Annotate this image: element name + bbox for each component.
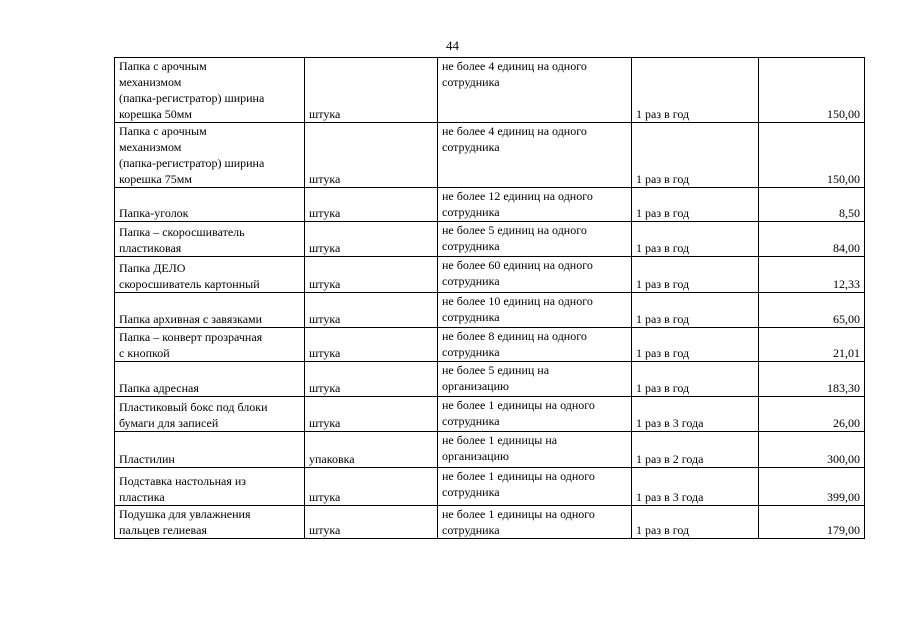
item-name-cell: Пластиковый бокс под блоки бумаги для записей [115, 397, 305, 432]
table-row [115, 123, 865, 188]
unit-cell: штука [305, 293, 438, 328]
period-cell: 1 раз в год [632, 222, 759, 257]
norm-cell: не более 4 единиц на одного сотрудника [438, 58, 632, 123]
period-cell: 1 раз в год [632, 188, 759, 222]
supplies-table [114, 57, 865, 539]
price-cell: 84,00 [759, 222, 865, 257]
period-cell: 1 раз в год [632, 257, 759, 293]
period-cell: 1 раз в год [632, 123, 759, 188]
price-cell: 65,00 [759, 293, 865, 328]
price-cell: 12,33 [759, 257, 865, 293]
price-cell: 183,30 [759, 362, 865, 397]
item-name-cell: Папка – конверт прозрачная с кнопкой [115, 328, 305, 362]
period-cell: 1 раз в год [632, 293, 759, 328]
norm-cell: не более 60 единиц на одного сотрудника [438, 257, 632, 293]
price-cell: 300,00 [759, 432, 865, 468]
unit-cell: штука [305, 362, 438, 397]
price-cell: 179,00 [759, 506, 865, 539]
unit-cell: штука [305, 468, 438, 506]
item-name-cell: Подушка для увлажнения пальцев гелиевая [115, 506, 305, 539]
item-name-cell: Папка с арочным механизмом (папка-регистратор) ширина корешка 50мм [115, 58, 305, 123]
table-row [115, 397, 865, 432]
norm-cell: не более 1 единицы на организацию [438, 432, 632, 468]
unit-cell: штука [305, 257, 438, 293]
norm-cell: не более 12 единиц на одного сотрудника [438, 188, 632, 222]
price-cell: 150,00 [759, 123, 865, 188]
table-row [115, 506, 865, 539]
table-row [115, 257, 865, 293]
table-row [115, 293, 865, 328]
norm-cell: не более 10 единиц на одного сотрудника [438, 293, 632, 328]
period-cell: 1 раз в год [632, 58, 759, 123]
table-row [115, 362, 865, 397]
table-row [115, 328, 865, 362]
item-name-cell: Папка с арочным механизмом (папка-регистратор) ширина корешка 75мм [115, 123, 305, 188]
supplies-table-body [115, 58, 865, 539]
norm-cell: не более 1 единицы на одного сотрудника [438, 506, 632, 539]
norm-cell: не более 1 единицы на одного сотрудника [438, 397, 632, 432]
price-cell: 399,00 [759, 468, 865, 506]
period-cell: 1 раз в год [632, 362, 759, 397]
item-name-cell: Папка ДЕЛО скоросшиватель картонный [115, 257, 305, 293]
norm-cell: не более 5 единиц на организацию [438, 362, 632, 397]
table-row [115, 58, 865, 123]
period-cell: 1 раз в 2 года [632, 432, 759, 468]
norm-cell: не более 5 единиц на одного сотрудника [438, 222, 632, 257]
item-name-cell: Папка адресная [115, 362, 305, 397]
unit-cell: штука [305, 123, 438, 188]
table-row [115, 432, 865, 468]
table-row [115, 188, 865, 222]
unit-cell: штука [305, 188, 438, 222]
price-cell: 26,00 [759, 397, 865, 432]
unit-cell: штука [305, 58, 438, 123]
page-number: 44 [446, 38, 459, 53]
price-cell: 8,50 [759, 188, 865, 222]
norm-cell: не более 4 единиц на одного сотрудника [438, 123, 632, 188]
unit-cell: штука [305, 397, 438, 432]
period-cell: 1 раз в 3 года [632, 468, 759, 506]
unit-cell: штука [305, 222, 438, 257]
unit-cell: штука [305, 506, 438, 539]
price-cell: 21,01 [759, 328, 865, 362]
period-cell: 1 раз в год [632, 328, 759, 362]
price-cell: 150,00 [759, 58, 865, 123]
norm-cell: не более 8 единиц на одного сотрудника [438, 328, 632, 362]
item-name-cell: Папка-уголок [115, 188, 305, 222]
item-name-cell: Папка архивная с завязками [115, 293, 305, 328]
table-row [115, 222, 865, 257]
unit-cell: штука [305, 328, 438, 362]
unit-cell: упаковка [305, 432, 438, 468]
item-name-cell: Пластилин [115, 432, 305, 468]
item-name-cell: Подставка настольная из пластика [115, 468, 305, 506]
period-cell: 1 раз в 3 года [632, 397, 759, 432]
item-name-cell: Папка – скоросшиватель пластиковая [115, 222, 305, 257]
table-row [115, 468, 865, 506]
norm-cell: не более 1 единицы на одного сотрудника [438, 468, 632, 506]
period-cell: 1 раз в год [632, 506, 759, 539]
